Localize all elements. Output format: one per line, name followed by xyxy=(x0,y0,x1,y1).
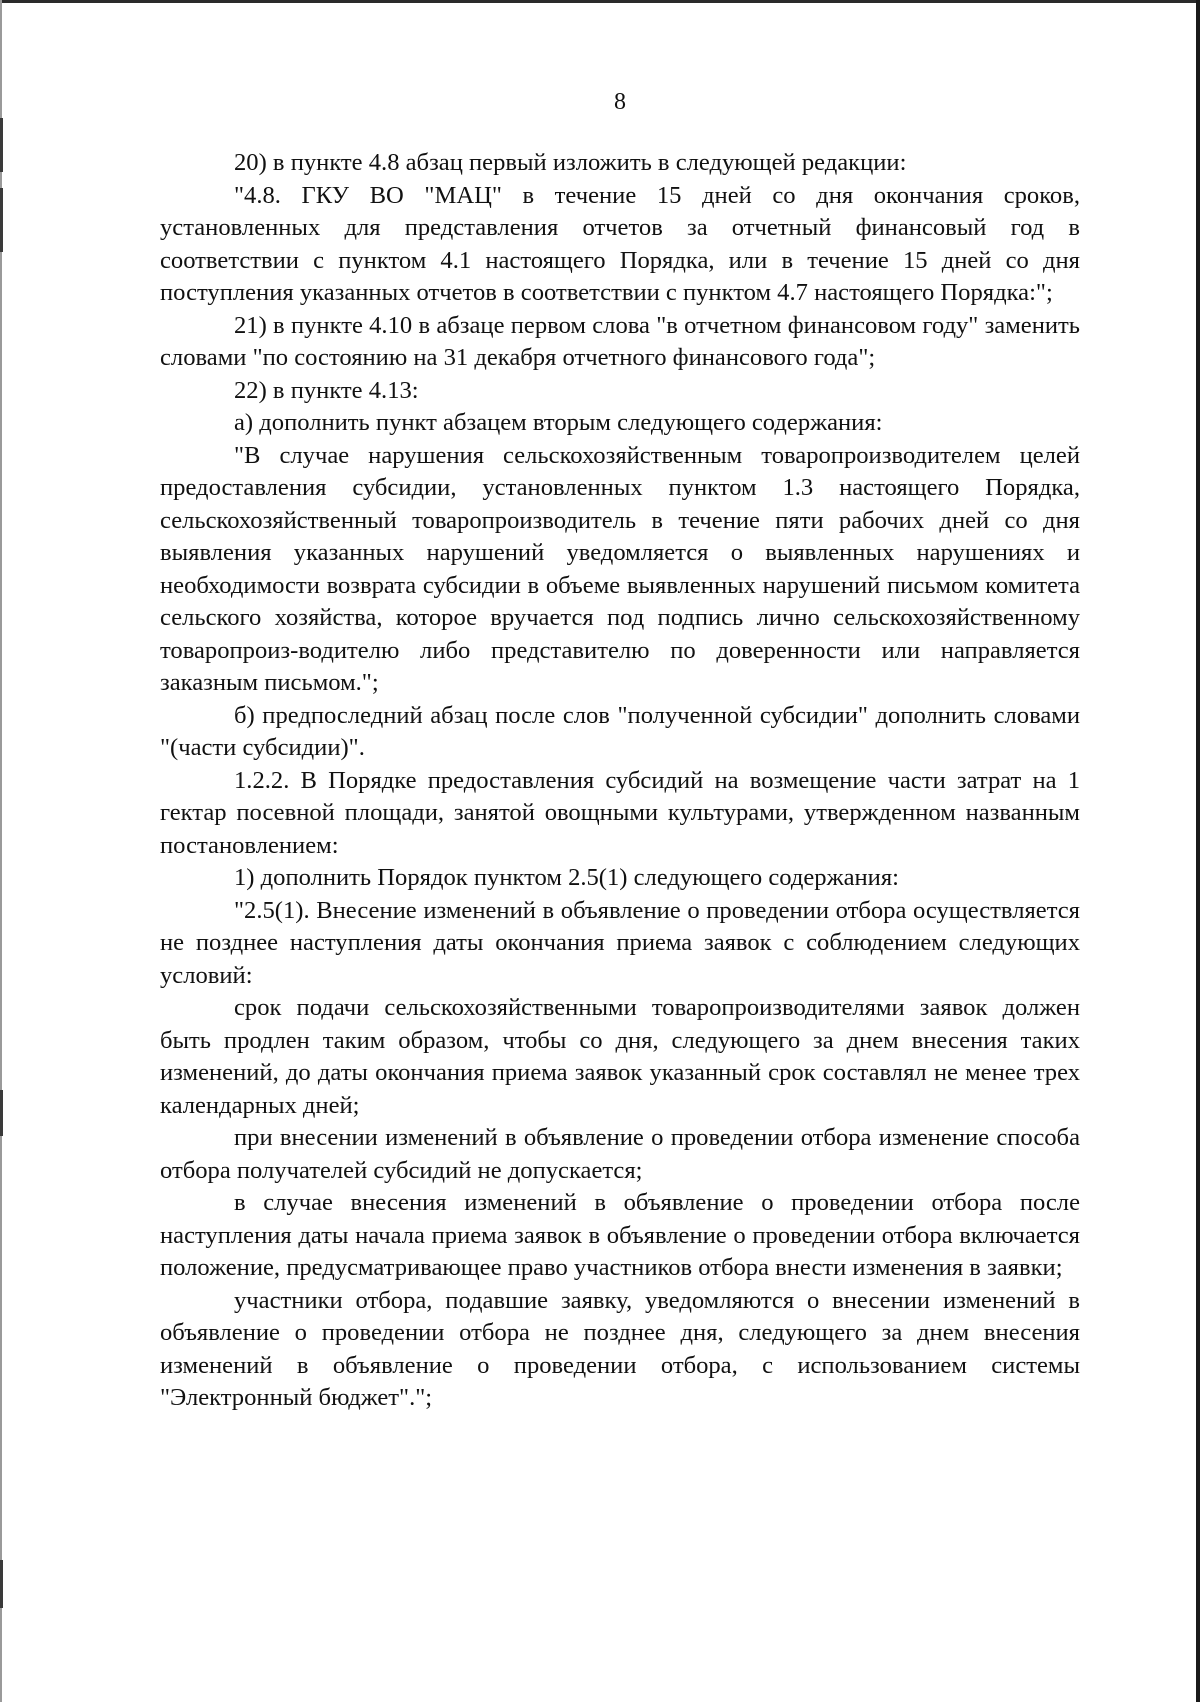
scan-mark xyxy=(0,1090,3,1136)
paragraph-section-1-2-2: 1.2.2. В Порядке предоставления субсидий на возмещение части затрат на 1 гектар посевной площади, занятой овощными культурами, утвержденном названным постановлением: xyxy=(160,766,1080,859)
scan-edge-right xyxy=(1196,0,1200,1702)
page-number: 8 xyxy=(614,89,626,115)
paragraph-item-21: 21) в пункте 4.10 в абзаце первом слова "в отчетном финансовом году" заменить словами "по состоянию на 31 декабря отчетного финансового года"; xyxy=(160,311,1080,371)
scan-mark xyxy=(0,118,3,172)
scan-mark xyxy=(0,188,3,252)
document-body xyxy=(160,147,1080,1415)
paragraph-quote-violation: "В случае нарушения сельскохозяйственным товаропроизводителем целей предоставления субсидии, установленных пунктом 1.3 настоящего Порядка, сельскохозяйственный товаропроизводитель в течение пяти рабочих дней со дня выявления указанных нарушений уведомляется о выявленных нарушениях и необходимости возврата субсидии в объеме выявленных нарушений письмом комитета сельского хозяйства, которое вручается под подпись лично сельскохозяйственному товаропроиз-водителю либо представителю по доверенности или направляется заказным письмом."; xyxy=(160,441,1080,696)
paragraph-item-1: 1) дополнить Порядок пунктом 2.5(1) следующего содержания: xyxy=(234,864,899,891)
paragraph-subitem-a: а) дополнить пункт абзацем вторым следующего содержания: xyxy=(234,409,883,436)
scan-edge-top xyxy=(0,0,1200,3)
paragraph-quote-2-5-1: "2.5(1). Внесение изменений в объявление о проведении отбора осуществляется не позднее наступления даты окончания приема заявок с соблюдением следующих условий: xyxy=(160,896,1080,989)
paragraph-condition-deadline: срок подачи сельскохозяйственными товаропроизводителями заявок должен быть продлен таким образом, чтобы со дня, следующего за днем внесения таких изменений, до даты окончания приема заявок указанный срок составлял не менее трех календарных дней; xyxy=(160,994,1080,1119)
paragraph-item-20: 20) в пункте 4.8 абзац первый изложить в следующей редакции: xyxy=(234,149,907,176)
paragraph-subitem-b: б) предпоследний абзац после слов "полученной субсидии" дополнить словами "(части субсидии)". xyxy=(160,701,1080,761)
paragraph-condition-changes: в случае внесения изменений в объявление о проведении отбора после наступления даты начала приема заявок в объявление о проведении отбора включается положение, предусматривающее право участников отбора внести изменения в заявки; xyxy=(160,1189,1080,1281)
paragraph-condition-method: при внесении изменений в объявление о проведении отбора изменение способа отбора получателей субсидий не допускается; xyxy=(160,1124,1080,1184)
scan-mark xyxy=(0,1560,3,1608)
paragraph-quote-4-8: "4.8. ГКУ ВО "МАЦ" в течение 15 дней со дня окончания сроков, установленных для представления отчетов за отчетный финансовый год в соответствии с пунктом 4.1 настоящего Порядка, или в течение 15 дней со дня поступления указанных отчетов в соответствии с пунктом 4.7 настоящего Порядка:"; xyxy=(160,181,1080,306)
scan-edge-left xyxy=(0,0,2,1702)
paragraph-item-22: 22) в пункте 4.13: xyxy=(234,376,419,404)
paragraph-condition-notice: участники отбора, подавшие заявку, уведомляются о внесении изменений в объявление о проведении отбора не позднее дня, следующего за днем внесения изменений в объявление о проведении отбора, с использованием системы "Электронный бюджет"."; xyxy=(160,1286,1080,1411)
